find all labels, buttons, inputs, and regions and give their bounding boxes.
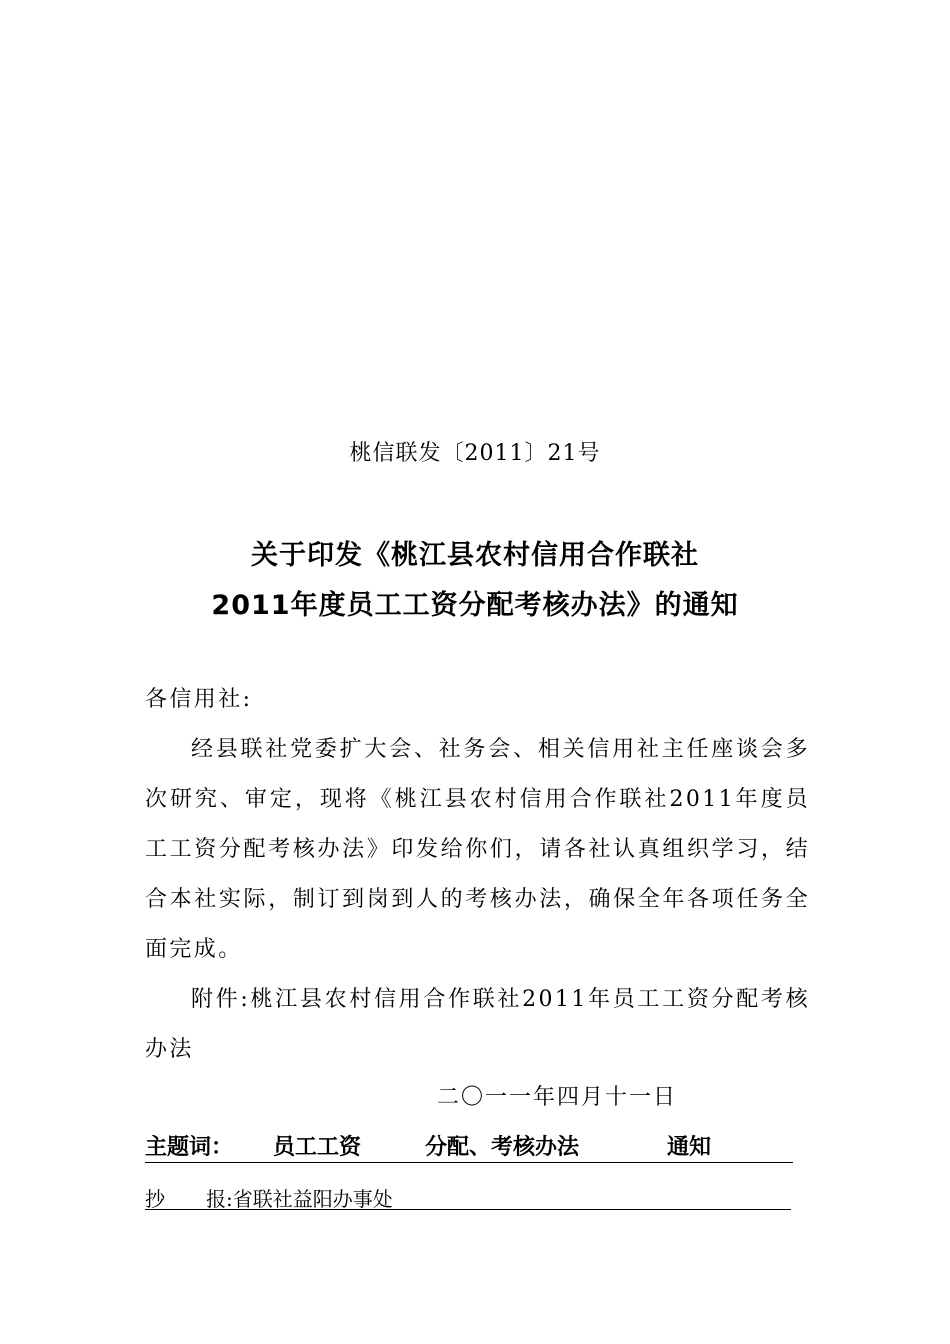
attachment-paragraph: 附件:桃江县农村信用合作联社2011年员工工资分配考核办法 <box>145 987 810 1062</box>
document-number: 桃信联发〔2011〕21号 <box>349 441 601 466</box>
cc-label-char: 报 <box>206 1187 226 1211</box>
main-paragraph: 经县联社党委扩大会、社务会、相关信用社主任座谈会多次研究、审定，现将《桃江县农村信用合作联社2011年度员工工资分配考核办法》印发给你们，请各社认真组织学习，结合本社实际，制订到岗到人的考核办法，确保全年各项任务全面完成。 <box>145 737 810 962</box>
cc-label-char: 抄 <box>145 1187 165 1211</box>
document-title-line-2: 2011年度员工工资分配考核办法》的通知 <box>211 590 739 621</box>
subject-keyword: 员工工资 <box>273 1135 362 1160</box>
subject-keyword: 分配、考核办法 <box>425 1135 580 1160</box>
subject-label: 主题词： <box>145 1135 234 1160</box>
cc-recipient: :省联社益阳办事处 <box>226 1187 393 1211</box>
salutation: 各信用社: <box>145 687 253 712</box>
document-title-line-1: 关于印发《桃江县农村信用合作联社 <box>251 540 699 571</box>
issue-date: 二〇一一年四月十一日 <box>437 1085 678 1110</box>
subject-keywords-line <box>145 1130 793 1163</box>
cc-line <box>145 1183 791 1210</box>
subject-keyword: 通知 <box>667 1135 712 1160</box>
